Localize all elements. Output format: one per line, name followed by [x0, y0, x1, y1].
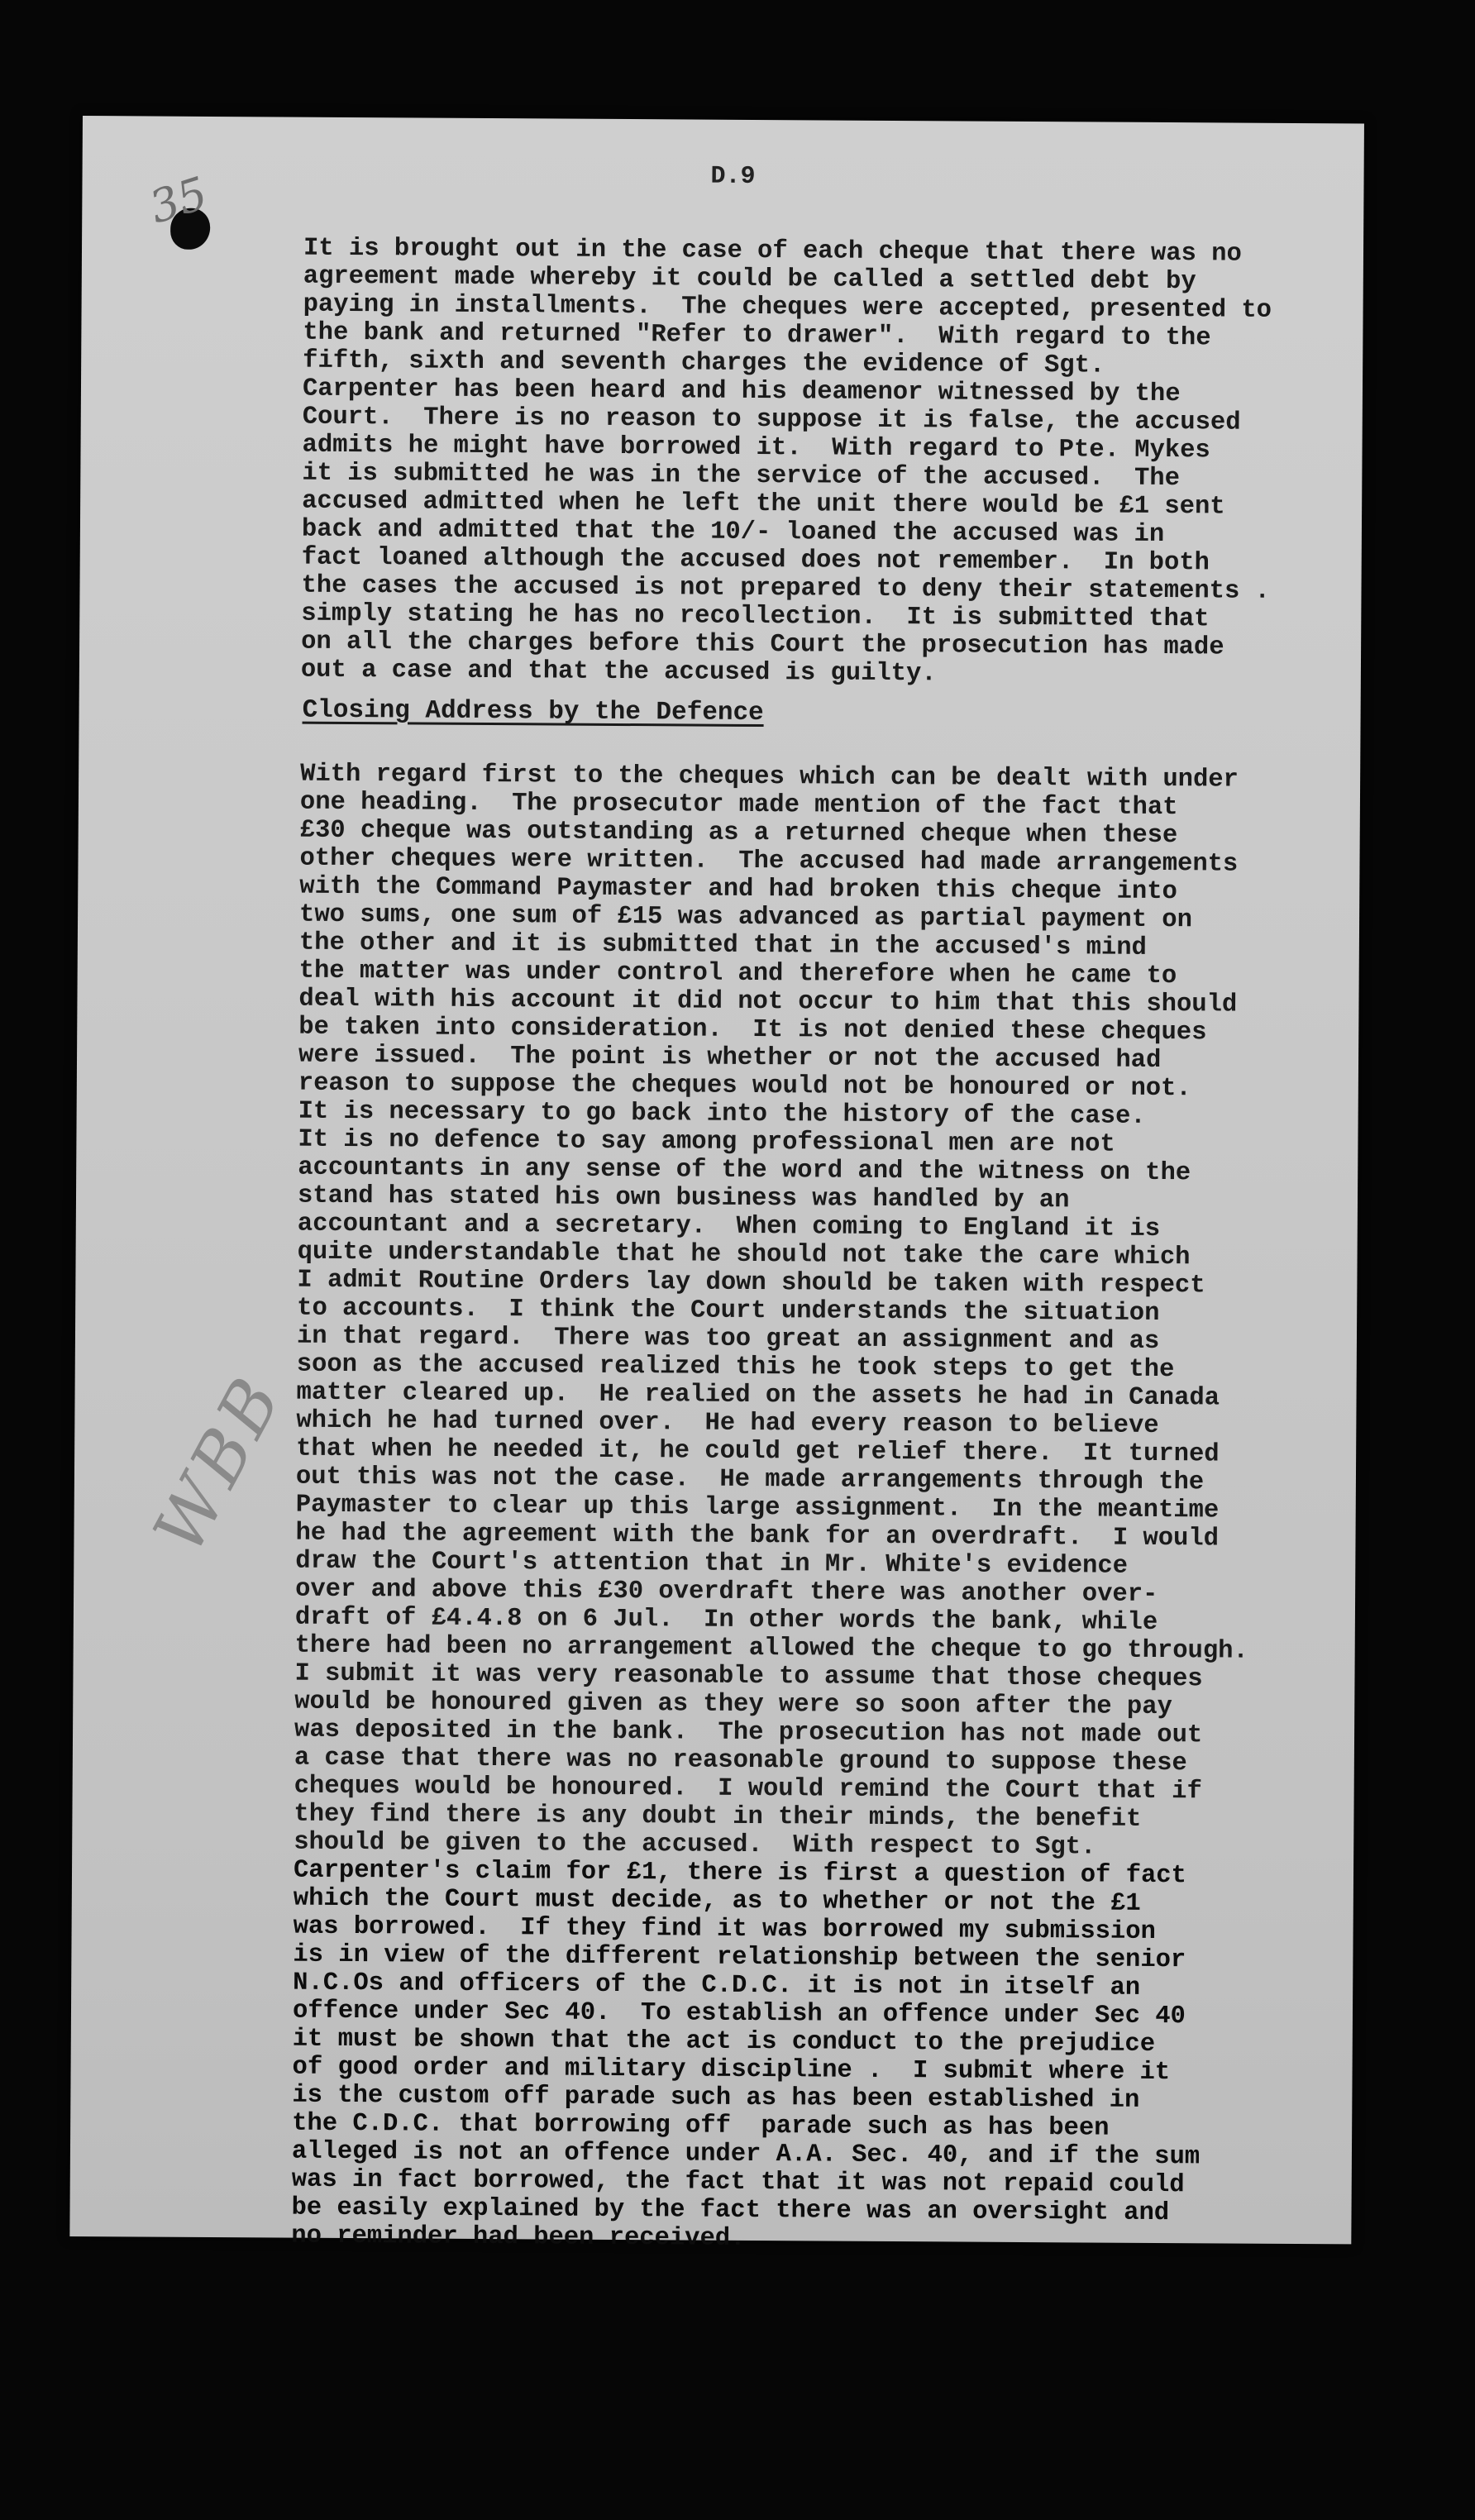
text-line: matter cleared up. He realied on the assets he had in Canada [296, 1378, 1220, 1413]
text-line: Court. There is no reason to suppose it is false, the accused [302, 403, 1241, 437]
text-line: the matter was under control and therefore when he came to [298, 957, 1177, 991]
defence-closing-paragraph [291, 761, 1375, 2257]
handwritten-margin-initials: WBB [137, 1361, 299, 1566]
section-heading: Closing Address by the Defence [302, 695, 764, 728]
text-line: quite understandable that he should not take the care which [297, 1238, 1191, 1272]
text-line: out a case and that the accused is guilty. [300, 656, 937, 689]
text-line: the cases the accused is not prepared to deny their statements . [301, 571, 1271, 606]
text-line: he had the agreement with the bank for an overdraft. I would [295, 1519, 1220, 1554]
text-line: was in fact borrowed, the fact that it was not repaid could [291, 2165, 1185, 2200]
text-line: other cheques were written. The accused had made arrangements [299, 844, 1239, 879]
text-line: no reminder had been received. [291, 2222, 746, 2253]
text-line: accountants in any sense of the word and the witness on the [298, 1153, 1191, 1188]
text-line: It is brought out in the case of each cheque that there was no [303, 234, 1242, 269]
text-line: draft of £4.4.8 on 6 Jul. In other words the bank, while [294, 1603, 1158, 1637]
text-line: was deposited in the bank. The prosecution has not made out [294, 1716, 1203, 1750]
text-line: I submit it was very reasonable to assume that those cheques [294, 1659, 1203, 1694]
text-line: draw the Court's attention that in Mr. White's evidence [295, 1547, 1129, 1581]
text-line: there had been no arrangement allowed the cheque to go through. [294, 1631, 1248, 1666]
text-line: cheques would be honoured. I would remind the Court that if [294, 1772, 1202, 1806]
text-line: simply stating he has no recollection. It is submitted that [301, 599, 1210, 634]
text-line: it must be shown that the act is conduct to the prejudice [292, 2025, 1156, 2059]
text-line: fifth, sixth and seventh charges the evidence of Sgt. [303, 346, 1105, 380]
text-line: the other and it is submitted that in the accused's mind [298, 928, 1147, 962]
text-line: fact loaned although the accused does not remember. In both [301, 543, 1210, 578]
document-page [69, 116, 1364, 2253]
text-line: two sums, one sum of £15 was advanced as partial payment on [298, 900, 1193, 935]
text-line: Carpenter has been heard and his deamenor witnessed by the [302, 375, 1181, 409]
text-line: over and above this £30 overdraft there was another over- [295, 1575, 1158, 1609]
text-line: which he had turned over. He had every reason to believe [296, 1406, 1159, 1440]
text-line: N.C.Os and officers of the C.D.C. it is not in itself an [293, 1969, 1141, 2002]
text-line: Paymaster to clear up this large assignment. In the meantime [295, 1491, 1220, 1525]
text-line: is the custom off parade such as has been established in [292, 2081, 1140, 2115]
text-line: one heading. The prosecutor made mention of the fact that [299, 788, 1178, 823]
text-line: was borrowed. If they find it was borrowed my submission [293, 1912, 1156, 1946]
text-line: It is no defence to say among professional men are not [298, 1125, 1115, 1159]
text-line: I admit Routine Orders lay down should be taken with respect [297, 1266, 1205, 1301]
text-line: accountant and a secretary. When coming to England it is [297, 1210, 1161, 1243]
text-line: reason to suppose the cheques would not be honoured or not. [298, 1069, 1191, 1104]
text-line: the C.D.C. that borrowing off parade such as has been [292, 2109, 1110, 2143]
text-line: they find there is any doubt in their minds, the benefit [294, 1800, 1142, 1834]
text-line: would be honoured given as they were so soon after the pay [294, 1687, 1172, 1722]
text-line: £30 cheque was outstanding as a returned cheque when these [299, 816, 1178, 851]
text-line: accused admitted when he left the unit there would be £1 sent [302, 487, 1225, 522]
text-line: to accounts. I think the Court understands the situation [297, 1294, 1160, 1328]
page-number: D.9 [710, 162, 756, 191]
text-line: that when he needed it, he could get relief there. It turned [296, 1434, 1220, 1469]
prosecution-closing-paragraph [301, 235, 1378, 691]
text-line: be easily explained by the fact there was an oversight and [291, 2193, 1170, 2228]
handwritten-page-annotation: 35 [143, 166, 214, 234]
text-line: a case that there was no reasonable ground to suppose these [294, 1744, 1187, 1778]
text-line: of good order and military discipline . I submit where it [292, 2053, 1171, 2088]
text-line: in that regard. There was too great an assignment and as [296, 1322, 1160, 1356]
text-line: out this was not the case. He made arrangements through the [295, 1463, 1205, 1497]
text-line: back and admitted that the 10/- loaned the accused was in [301, 515, 1165, 550]
text-line: on all the charges before this Court the prosecution has made [301, 628, 1224, 662]
text-line: admits he might have borrowed it. With regard to Pte. Mykes [302, 431, 1210, 465]
text-line: stand has stated his own business was handled by an [297, 1181, 1070, 1215]
text-line: it is submitted he was in the service of the accused. The [302, 459, 1181, 494]
text-line: alleged is not an offence under A.A. Sec. 40, and if the sum [291, 2137, 1201, 2172]
text-line: should be given to the accused. With respect to Sgt. [294, 1828, 1096, 1862]
text-line: which the Court must decide, as to whether or not the £1 [293, 1884, 1141, 1918]
text-line: deal with his account it did not occur to him that this should [298, 985, 1238, 1019]
text-line: With regard first to the cheques which can be dealt with under [300, 760, 1239, 795]
text-line: agreement made whereby it could be called a settled debt by [303, 262, 1196, 297]
text-line: soon as the accused realized this he took steps to get the [296, 1350, 1175, 1385]
text-line: be taken into consideration. It is not denied these cheques [298, 1013, 1207, 1048]
text-line: Carpenter's claim for £1, there is first a question of fact [293, 1856, 1187, 1891]
text-line: the bank and returned "Refer to drawer". With regard to the [303, 318, 1211, 353]
text-line: were issued. The point is whether or not the accused had [298, 1041, 1162, 1075]
text-line: with the Command Paymaster and had broken this cheque into [299, 872, 1177, 907]
text-line: offence under Sec 40. To establish an offence under Sec 40 [292, 1997, 1186, 2031]
text-line: paying in installments. The cheques were accepted, presented to [303, 290, 1272, 325]
text-line: is in view of the different relationship between the senior [293, 1940, 1186, 1975]
text-line: It is necessary to go back into the history of the case. [298, 1097, 1146, 1131]
